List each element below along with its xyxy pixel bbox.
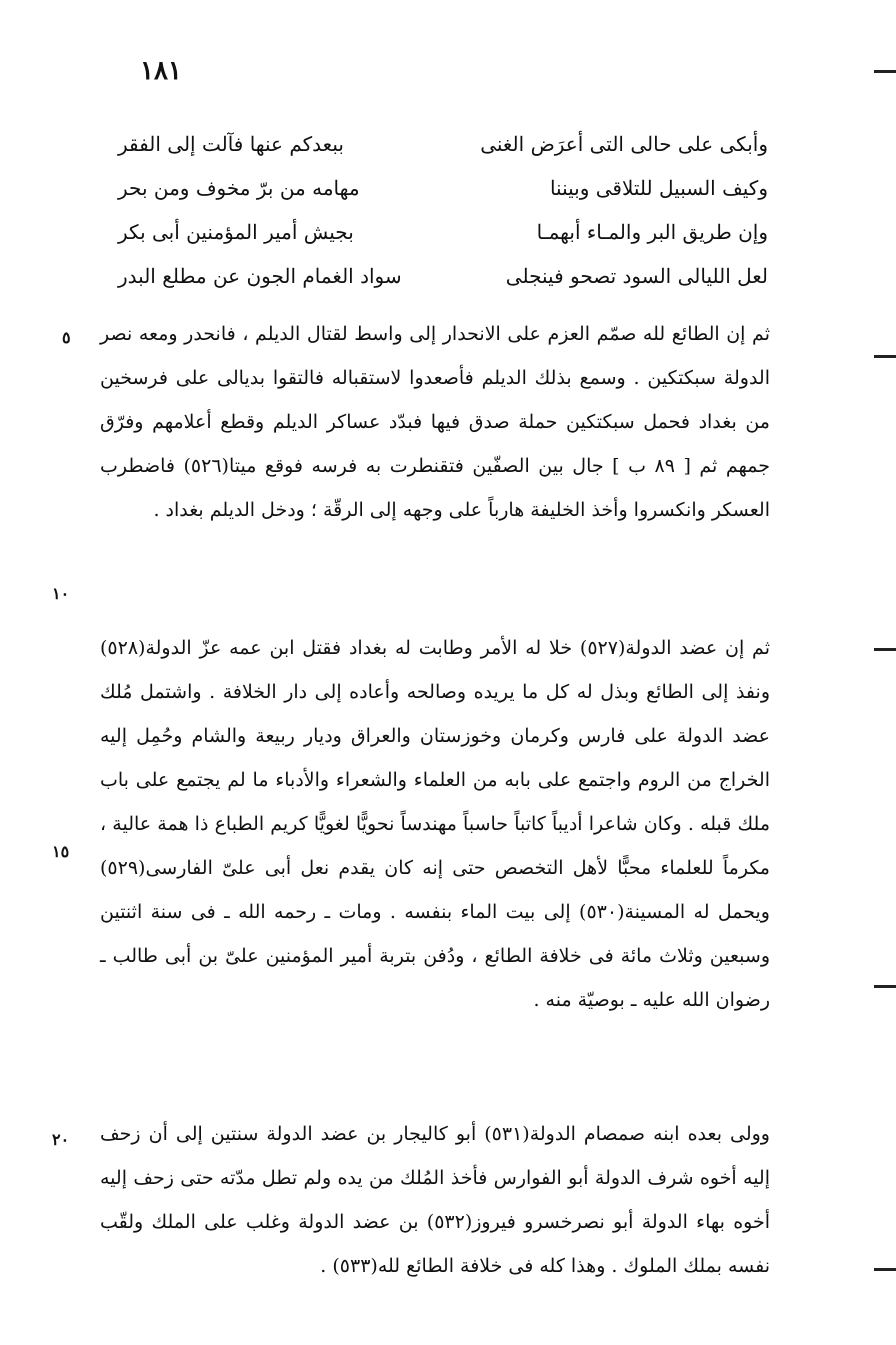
hemistich-first: وكيف السبيل للتلاقى وبيننا xyxy=(549,176,768,200)
paragraph-2: ثم إن عضد الدولة(٥٢٧) خلا له الأمر وطابت له بغداد فقتل ابن عمه عزّ الدولة(٥٢٨) ونفذ إلى الطائع وبذل له كل ما يريده وصالحه وأعاده إلى دار الخلافة . واشتمل مُلك عضد الدولة على فارس وكرمان وخوزستان والعراق وديار ربيعة والشام وحُمِل إليه الخراج من الروم واجتمع على بابه من العلماء والشعراء والأدباء ما لم يجتمع على باب ملك قبله . وكان شاعرا أديباً كاتباً حاسباً مهندساً نحويًّا لغويًّا كريم الطباع ذا همة عالية ، مكرماً للعلماء محبًّا لأهل التخصص حتى إنه كان يقدم نعل أبى علىّ الفارسى(٥٢٩) ويحمل له المسينة(٥٣٠) إلى بيت الماء بنفسه . ومات ـ رحمه الله ـ فى سنة اثنتين وسبعين وثلاث مائة فى خلافة الطائع ، ودُفن بتربة أمير المؤمنين علىّ بن أبى طالب ـ رضوان الله عليه ـ بوصيّة منه . xyxy=(100,637,770,1011)
poem-block xyxy=(118,122,768,298)
hemistich-first: وأبكى على حالى التى أعرَض الغنى xyxy=(480,132,768,156)
line-number: ٥ xyxy=(62,328,71,347)
poem-verse xyxy=(118,254,768,298)
edge-mark xyxy=(874,1268,896,1271)
hemistich-second: بجيش أمير المؤمنين أبى بكر xyxy=(118,220,354,244)
poem-verse xyxy=(118,122,768,166)
edge-mark xyxy=(874,648,896,651)
edge-mark xyxy=(874,355,896,358)
hemistich-first: وإن طريق البر والمـاء أبهمـا xyxy=(536,220,768,244)
hemistich-second: ببعدكم عنها فآلت إلى الفقر xyxy=(118,132,344,156)
poem-verse xyxy=(118,166,768,210)
paragraph-3: وولى بعده ابنه صمصام الدولة(٥٣١) أبو كاليجار بن عضد الدولة سنتين إلى أن زحف إليه أخوه شرف الدولة أبو الفوارس فأخذ المُلك من يده ولم تطل مدّته حتى زحف إليه أخوه بهاء الدولة أبو نصرخسرو فيروز(٥٣٢) بن عضد الدولة وغلب على الملك ولقّب نفسه بملك الملوك . وهذا كله فى خلافة الطائع لله(٥٣٣) . xyxy=(100,1123,770,1277)
page-number: ١٨١ xyxy=(140,56,182,86)
paragraph-1: ثم إن الطائع لله صمّم العزم على الانحدار إلى واسط لقتال الديلم ، فانحدر ومعه نصر الدولة سبكتكين . وسمع بذلك الديلم فأصعدوا لاستقباله فالتقوا بديالى على فرسخين من بغداد فحمل سبكتكين حملة صدق فيها فبدّد عساكر الديلم وقطع أعلامهم وفرّق جمهم ثم [ ٨٩ ب ] جال بين الصفّين فتقنطرت به فرسه فوقع ميتا(٥٢٦) فاضطرب العسكر وانكسروا وأخذ الخليفة هارباً على وجهه إلى الرقّة ؛ ودخل الديلم بغداد . xyxy=(100,323,770,521)
line-number: ١٥ xyxy=(52,842,70,861)
line-number: ١٠ xyxy=(52,584,70,603)
edge-mark xyxy=(874,985,896,988)
hemistich-second: مهامه من برّ مخوف ومن بحر xyxy=(118,176,360,200)
edge-mark xyxy=(874,70,896,73)
line-number: ٢٠ xyxy=(52,1130,70,1149)
hemistich-first: لعل الليالى السود تصحو فينجلى xyxy=(505,264,768,288)
poem-verse xyxy=(118,210,768,254)
hemistich-second: سواد الغمام الجون عن مطلع البدر xyxy=(118,264,402,288)
